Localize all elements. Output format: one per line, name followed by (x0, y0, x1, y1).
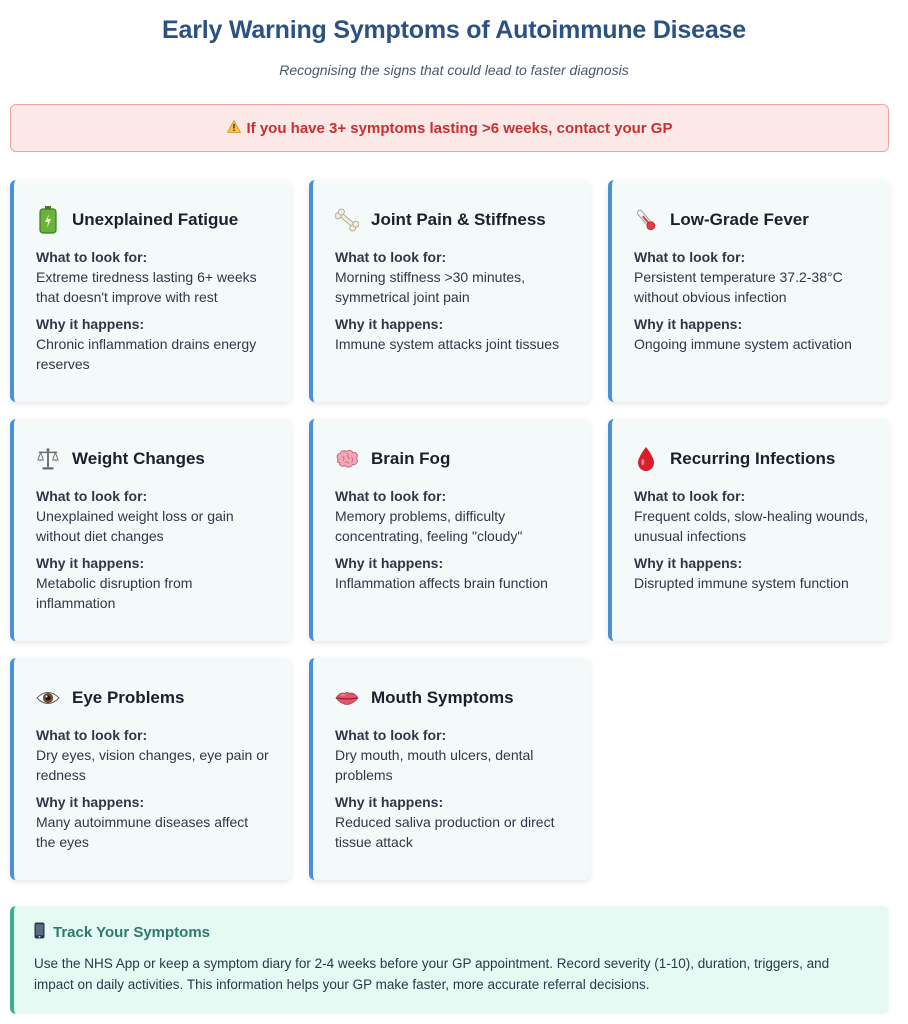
symptom-card-mouth (309, 658, 590, 880)
symptom-card-infections (608, 419, 889, 641)
eye-icon (36, 683, 60, 713)
why-text: Chronic inflammation drains energy reserves (36, 336, 257, 372)
why-label: Why it happens: (335, 316, 444, 332)
why-label: Why it happens: (335, 794, 444, 810)
card-title: Low-Grade Fever (670, 210, 809, 229)
look-for-label: What to look for: (335, 249, 447, 265)
why-text: Metabolic disruption from inflammation (36, 575, 193, 611)
look-for-label: What to look for: (36, 727, 148, 743)
track-body: Use the NHS App or keep a symptom diary for 2-4 weeks before your GP appointment. Record severity (1-10), duration, triggers, and impact on daily activities. This information helps your GP make faster, more accurate referral decisions. (34, 956, 830, 992)
why-label: Why it happens: (36, 794, 145, 810)
why-text: Reduced saliva production or direct tissue attack (335, 814, 555, 850)
look-for-label: What to look for: (634, 488, 746, 504)
brain-icon (335, 444, 359, 474)
symptom-card-fatigue (10, 180, 291, 402)
scales-icon (36, 444, 60, 474)
look-for-text: Morning stiffness >30 minutes, symmetrical joint pain (335, 269, 526, 305)
symptom-card-joint-pain (309, 180, 590, 402)
card-title: Weight Changes (72, 449, 205, 468)
look-for-label: What to look for: (36, 249, 148, 265)
look-for-text: Unexplained weight loss or gain without diet changes (36, 508, 234, 544)
symptom-card-fever (608, 180, 889, 402)
look-for-text: Dry eyes, vision changes, eye pain or redness (36, 747, 269, 783)
track-title: Track Your Symptoms (53, 924, 211, 941)
symptom-card-eye (10, 658, 291, 880)
blood-drop-icon (634, 444, 658, 474)
look-for-label: What to look for: (335, 488, 447, 504)
page-title: Early Warning Symptoms of Autoimmune Disease (162, 16, 746, 44)
card-title: Eye Problems (72, 688, 185, 707)
card-title: Unexplained Fatigue (72, 210, 239, 229)
look-for-text: Persistent temperature 37.2-38°C without obvious infection (634, 269, 843, 305)
card-title: Brain Fog (371, 449, 451, 468)
why-text: Disrupted immune system function (634, 575, 849, 591)
bone-icon (335, 205, 359, 235)
look-for-text: Frequent colds, slow-healing wounds, unusual infections (634, 508, 869, 544)
battery-icon (36, 205, 60, 235)
why-label: Why it happens: (335, 555, 444, 571)
card-title: Recurring Infections (670, 449, 836, 468)
page-subtitle: Recognising the signs that could lead to faster diagnosis (279, 62, 629, 78)
why-text: Inflammation affects brain function (335, 575, 548, 591)
why-label: Why it happens: (634, 555, 743, 571)
symptom-card-weight (10, 419, 291, 641)
why-label: Why it happens: (36, 316, 145, 332)
look-for-label: What to look for: (36, 488, 148, 504)
why-label: Why it happens: (36, 555, 145, 571)
look-for-text: Extreme tiredness lasting 6+ weeks that doesn't improve with rest (36, 269, 257, 305)
look-for-label: What to look for: (335, 727, 447, 743)
look-for-text: Dry mouth, mouth ulcers, dental problems (335, 747, 534, 783)
card-title: Mouth Symptoms (371, 688, 514, 707)
thermometer-icon (634, 205, 658, 235)
why-label: Why it happens: (634, 316, 743, 332)
gp-alert-banner (10, 104, 889, 152)
why-text: Ongoing immune system activation (634, 336, 852, 352)
warning-icon (227, 120, 241, 136)
alert-text: If you have 3+ symptoms lasting >6 weeks, contact your GP (246, 119, 673, 137)
look-for-text: Memory problems, difficulty concentrating, feeling "cloudy" (335, 508, 523, 544)
look-for-label: What to look for: (634, 249, 746, 265)
symptom-card-brain-fog (309, 419, 590, 641)
card-title: Joint Pain & Stiffness (371, 210, 546, 229)
track-symptoms-box (10, 906, 889, 1014)
why-text: Many autoimmune diseases affect the eyes (36, 814, 249, 850)
why-text: Immune system attacks joint tissues (335, 336, 560, 352)
phone-icon (34, 922, 53, 943)
mouth-icon (335, 683, 359, 713)
